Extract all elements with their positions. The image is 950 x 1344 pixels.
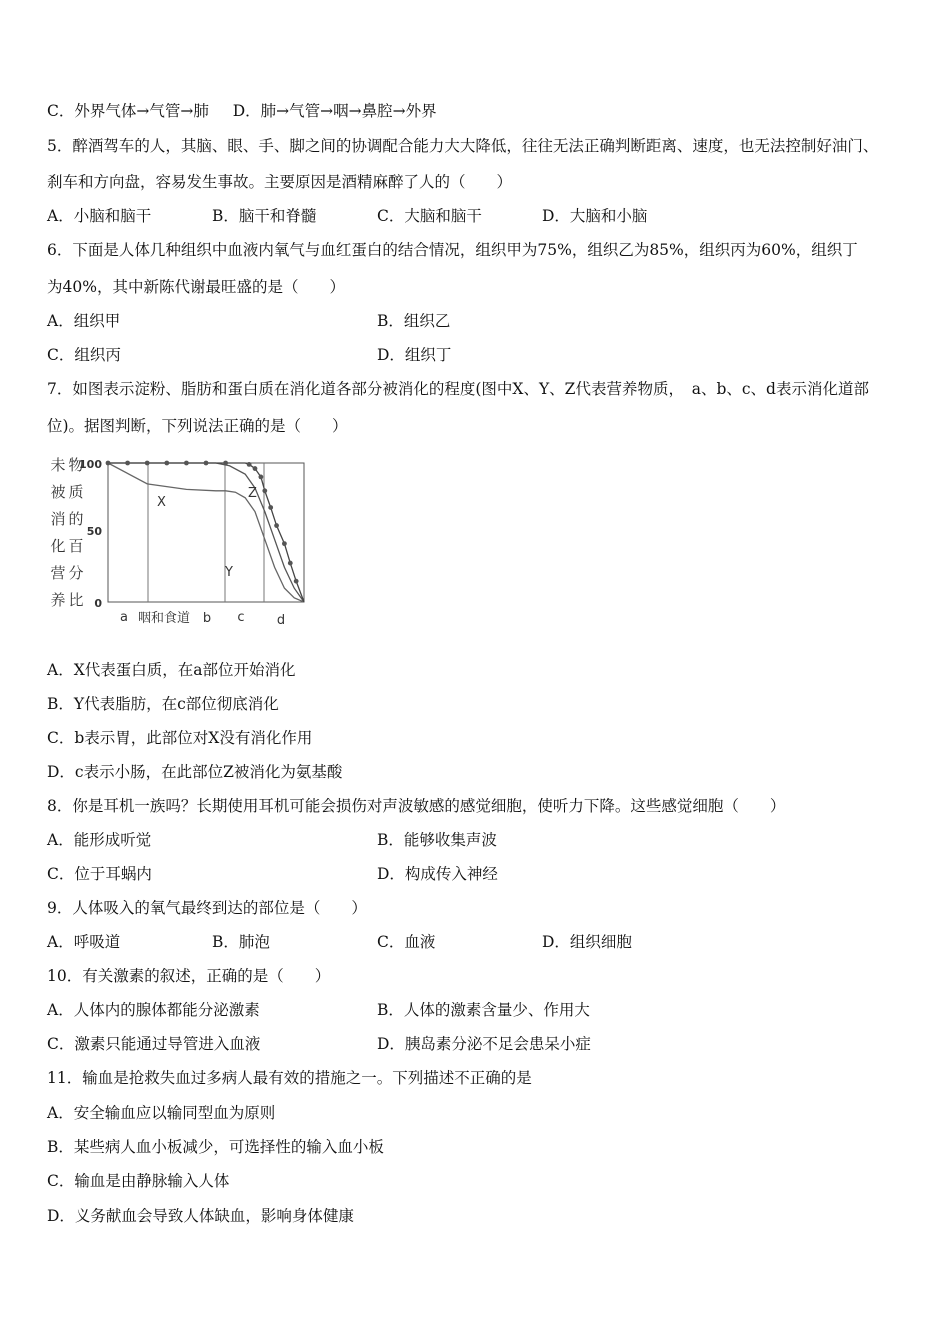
series-marker-z bbox=[268, 505, 273, 510]
q11-option-d: D．义务献血会导致人体缺血，影响身体健康 bbox=[47, 1207, 354, 1225]
x-label-pharynx: 咽和食道 bbox=[137, 611, 191, 626]
series-marker-z bbox=[282, 541, 287, 546]
series-marker-z bbox=[125, 461, 130, 466]
q6-option-d: D．组织丁 bbox=[377, 346, 452, 364]
q11-stem: 11．输血是抢救失血过多病人最有效的措施之一。下列描述不正确的是 bbox=[47, 1069, 532, 1087]
x-label-c: c bbox=[237, 610, 245, 625]
q8-option-c: C．位于耳蜗内 bbox=[47, 865, 152, 883]
q10-option-c: C．激素只能通过导管进入血液 bbox=[47, 1035, 261, 1053]
series-marker-z bbox=[262, 488, 267, 493]
series-marker-z bbox=[247, 462, 252, 467]
series-marker-z bbox=[106, 461, 111, 466]
q9-option-d: D．组织细胞 bbox=[542, 933, 632, 951]
q8-option-d: D．构成传入神经 bbox=[377, 865, 498, 883]
series-marker-z bbox=[274, 523, 279, 528]
y-tick-50: 50 bbox=[86, 525, 102, 538]
series-marker-z bbox=[145, 461, 150, 466]
q9-option-a: A．呼吸道 bbox=[47, 933, 121, 951]
q6-option-a: A．组织甲 bbox=[47, 312, 121, 330]
series-marker-z bbox=[258, 475, 263, 480]
series-line-z bbox=[108, 463, 304, 602]
x-label-b: b bbox=[202, 611, 212, 626]
q7-stem-line1: 7．如图表示淀粉、脂肪和蛋白质在消化道各部分被消化的程度(图中X、Y、Z代表营养物质， a、b、c、d表示消化道部 bbox=[47, 380, 869, 398]
q9-stem: 9．人体吸入的氧气最终到达的部位是（ ） bbox=[47, 899, 367, 917]
q6-stem-line2: 为40%，其中新陈代谢最旺盛的是（ ） bbox=[47, 278, 345, 296]
ylabel-col2-char: 质 bbox=[68, 483, 84, 501]
series-label-z: Z bbox=[248, 486, 257, 501]
x-label-d: d bbox=[276, 613, 286, 628]
q5-stem-line2: 刹车和方向盘，容易发生事故。主要原因是酒精麻醉了人的（ ） bbox=[47, 173, 513, 191]
ylabel-col2-char: 物 bbox=[68, 456, 84, 474]
series-line-x bbox=[108, 463, 304, 602]
ylabel-col2-char: 比 bbox=[68, 591, 84, 609]
series-marker-z bbox=[184, 461, 189, 466]
q4-option-d: D．肺→气管→咽→鼻腔→外界 bbox=[232, 102, 437, 120]
q10-stem: 10．有关激素的叙述，正确的是（ ） bbox=[47, 967, 331, 985]
q8-option-b: B．能够收集声波 bbox=[377, 831, 497, 849]
series-layer bbox=[106, 461, 304, 602]
q5-option-b: B．脑干和脊髓 bbox=[212, 207, 317, 225]
y-axis-label bbox=[50, 456, 83, 609]
series-marker-z bbox=[253, 466, 258, 471]
q10-option-a: A．人体内的腺体都能分泌激素 bbox=[47, 1001, 260, 1019]
q10-option-d: D．胰岛素分泌不足会患呆小症 bbox=[377, 1035, 591, 1053]
q11-option-c: C．输血是由静脉输入人体 bbox=[47, 1172, 230, 1190]
series-marker-z bbox=[164, 461, 169, 466]
q11-option-b: B．某些病人血小板减少，可选择性的输入血小板 bbox=[47, 1138, 384, 1156]
q6-stem-line1: 6．下面是人体几种组织中血液内氧气与血红蛋白的结合情况，组织甲为75%，组织乙为85%，组织丙为60%，组织丁 bbox=[47, 241, 858, 259]
ylabel-col1-char: 营 bbox=[50, 564, 66, 582]
ylabel-col1-char: 养 bbox=[50, 591, 66, 609]
series-marker-z bbox=[288, 561, 293, 566]
q11-option-a: A．安全输血应以输同型血为原则 bbox=[47, 1104, 276, 1122]
series-label-y: Y bbox=[225, 565, 233, 580]
series-line-y bbox=[108, 463, 304, 602]
q10-option-b: B．人体的激素含量少、作用大 bbox=[377, 1001, 590, 1019]
q7-option-d: D．c表示小肠，在此部位Z被消化为氨基酸 bbox=[47, 763, 343, 781]
series-marker-z bbox=[223, 461, 228, 466]
plot-frame bbox=[108, 463, 304, 602]
q6-option-c: C．组织丙 bbox=[47, 346, 121, 364]
q5-option-d: D．大脑和小脑 bbox=[542, 207, 648, 225]
q9-option-b: B．肺泡 bbox=[212, 933, 270, 951]
ylabel-col1-char: 化 bbox=[50, 537, 66, 555]
series-marker-z bbox=[204, 461, 209, 466]
q9-option-c: C．血液 bbox=[377, 933, 436, 951]
ylabel-col2-char: 百 bbox=[68, 537, 84, 555]
q6-option-b: B．组织乙 bbox=[377, 312, 451, 330]
x-label-a: a bbox=[120, 610, 128, 625]
q7-stem-line2: 位)。据图判断，下列说法正确的是（ ） bbox=[47, 417, 348, 435]
q8-stem: 8．你是耳机一族吗？长期使用耳机可能会损伤对声波敏感的感觉细胞，使听力下降。这些感觉细胞（ ） bbox=[47, 797, 786, 815]
ylabel-col2-char: 分 bbox=[68, 564, 84, 582]
ylabel-col1-char: 被 bbox=[50, 483, 66, 501]
q7-option-a: A．X代表蛋白质，在a部位开始消化 bbox=[47, 661, 296, 679]
q5-option-a: A．小脑和脑干 bbox=[47, 207, 152, 225]
series-label-x: X bbox=[157, 495, 166, 510]
ylabel-col1-char: 未 bbox=[50, 456, 66, 474]
q5-stem-line1: 5．醉酒驾车的人，其脑、眼、手、脚之间的协调配合能力大大降低，往往无法正确判断距离、速度，也无法控制好油门、 bbox=[47, 137, 879, 155]
q5-option-c: C．大脑和脑干 bbox=[377, 207, 482, 225]
q7-option-b: B．Y代表脂肪，在c部位彻底消化 bbox=[47, 695, 279, 713]
ylabel-col2-char: 的 bbox=[68, 510, 84, 528]
y-tick-100: 100 bbox=[79, 458, 102, 471]
ylabel-col1-char: 消 bbox=[50, 510, 66, 528]
q7-option-c: C．b表示胃，此部位对X没有消化作用 bbox=[47, 729, 313, 747]
y-tick-0: 0 bbox=[94, 597, 102, 610]
q8-option-a: A．能形成听觉 bbox=[47, 831, 152, 849]
q4-option-c: C．外界气体→气管→肺 bbox=[47, 102, 209, 120]
q4-options bbox=[47, 101, 437, 121]
series-marker-z bbox=[294, 579, 299, 584]
digestion-chart bbox=[44, 452, 314, 632]
